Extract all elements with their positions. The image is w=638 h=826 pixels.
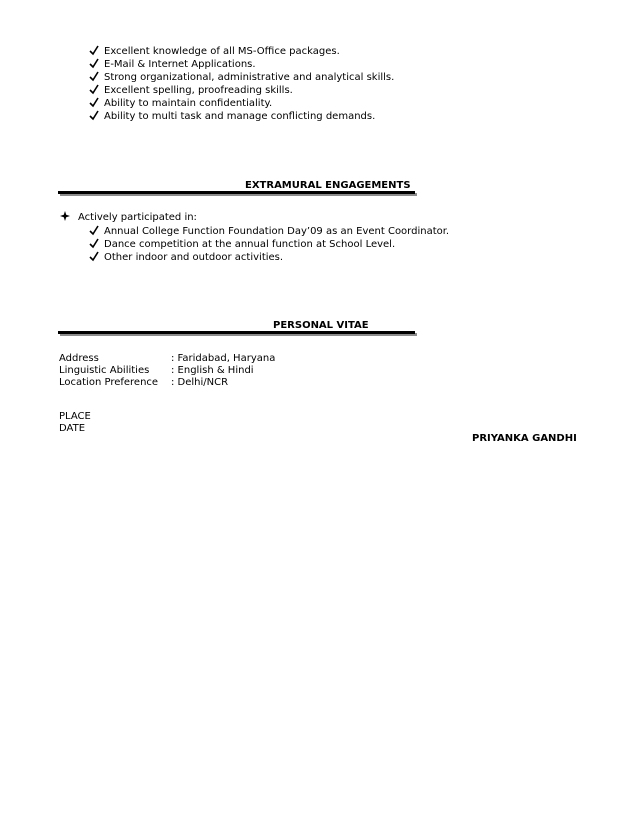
check-icon — [89, 251, 101, 264]
check-icon — [89, 45, 101, 58]
address-label: Address — [59, 353, 99, 364]
date-label: DATE — [59, 423, 86, 434]
extramural-item: Annual College Function Foundation Day’09 as an Event Coordinator. — [104, 226, 450, 237]
signature-name: PRIYANKA GANDHI — [472, 433, 577, 444]
location-preference-label: Location Preference — [59, 377, 159, 388]
skills-item: Ability to maintain confidentiality. — [104, 98, 273, 109]
skills-item: Strong organizational, administrative and analytical skills. — [104, 72, 395, 83]
section-divider — [58, 331, 415, 334]
extramural-intro: Actively participated in: — [78, 212, 197, 223]
check-icon — [89, 110, 101, 123]
linguistic-abilities-value: : English & Hindi — [171, 365, 254, 376]
check-icon — [89, 238, 101, 251]
skills-item: Ability to multi task and manage conflicting demands. — [104, 111, 376, 122]
section-divider — [58, 191, 415, 194]
skills-item: Excellent spelling, proofreading skills. — [104, 85, 293, 96]
skills-item: Excellent knowledge of all MS-Office packages. — [104, 46, 340, 57]
skills-item: E-Mail & Internet Applications. — [104, 59, 256, 70]
location-preference-value: : Delhi/NCR — [171, 377, 229, 388]
linguistic-abilities-label: Linguistic Abilities — [59, 365, 150, 376]
place-label: PLACE — [59, 411, 91, 422]
section-heading-personal-vitae: PERSONAL VITAE — [273, 320, 369, 331]
diamond-bullet-icon — [60, 211, 71, 224]
check-icon — [89, 58, 101, 71]
section-heading-extramural: EXTRAMURAL ENGAGEMENTS — [245, 180, 411, 191]
check-icon — [89, 225, 101, 238]
check-icon — [89, 97, 101, 110]
check-icon — [89, 71, 101, 84]
extramural-item: Other indoor and outdoor activities. — [104, 252, 284, 263]
check-icon — [89, 84, 101, 97]
address-value: : Faridabad, Haryana — [171, 353, 276, 364]
extramural-item: Dance competition at the annual function at School Level. — [104, 239, 396, 250]
